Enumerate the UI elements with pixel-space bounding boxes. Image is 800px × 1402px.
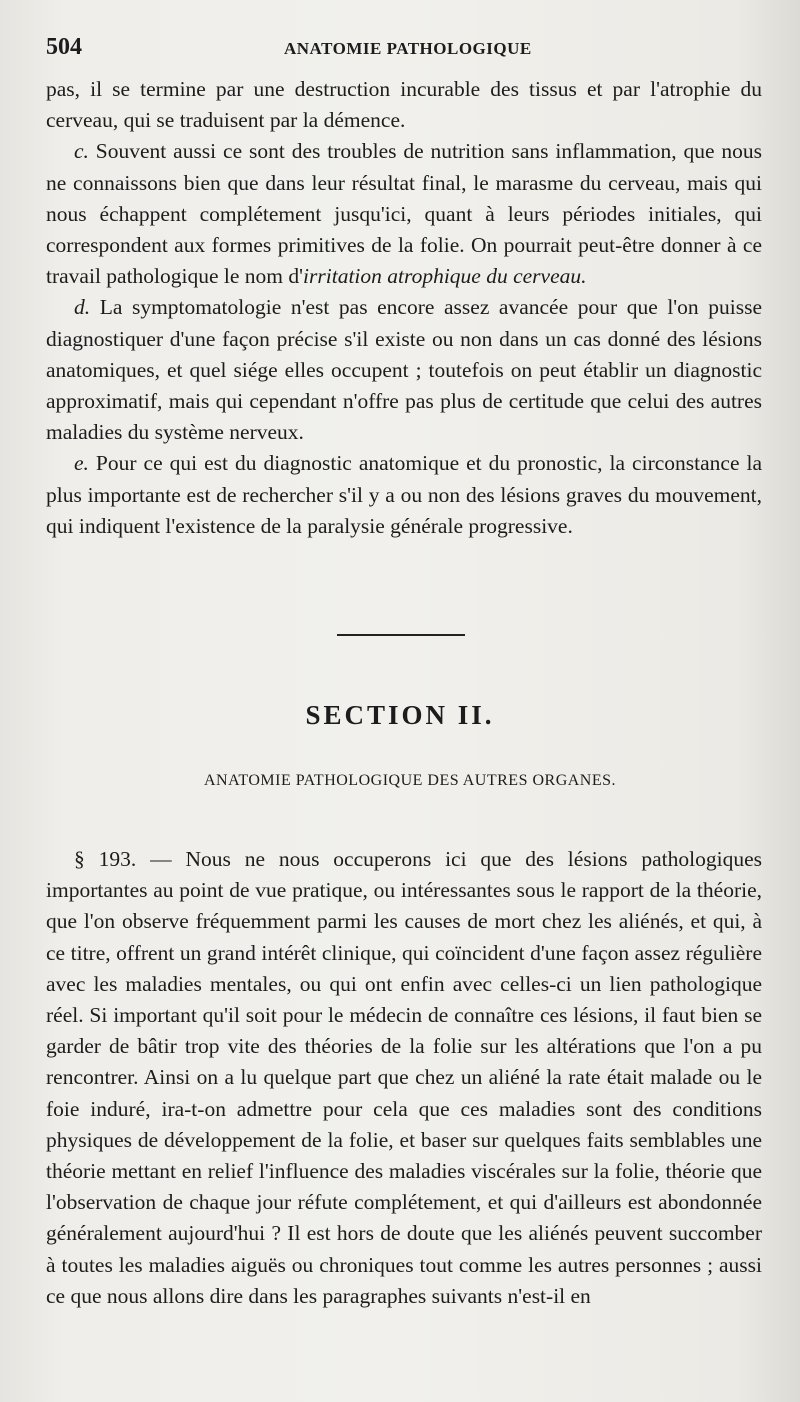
text-block-upper bbox=[46, 74, 762, 542]
continuation-text: pas, il se termine par une destruction incurable des tissus et par l'atrophie du cerveau, qui se traduisent par la démence. bbox=[46, 77, 762, 133]
section-subtitle: ANATOMIE PATHOLOGIQUE DES AUTRES ORGANES. bbox=[203, 772, 617, 789]
paragraph-number: § 193. bbox=[74, 847, 137, 871]
item-text: Souvent aussi ce sont des troubles de nutrition sans inflammation, que nous ne connaissons bien que dans leur résultat final, le marasme du cerveau, mais qui nous échappent complétement jusqu'ici, quant à leurs périodes initiales, qui correspondent aux formes primitives de la folie. On pourrait peut-être donner à ce travail pathologique le nom d' bbox=[46, 139, 762, 289]
item-letter: d. bbox=[74, 295, 91, 320]
item-italic-text: irritation atrophique du cerveau. bbox=[303, 264, 587, 289]
page-number: 504 bbox=[46, 34, 82, 60]
section-title: SECTION II. bbox=[305, 700, 495, 730]
continuation-paragraph bbox=[46, 74, 762, 136]
item-letter: e. bbox=[74, 451, 89, 476]
paragraph-text: — Nous ne nous occuperons ici que des lésions pathologiques importantes au point de vue pratique, ou intéressantes sous le rapport de la théorie, que l'on observe fréquemment parmi les causes de mort chez les aliénés, et qui, à ce titre, offrent un grand intérêt clinique, qui coïncident d'une façon assez régulière avec les maladies mentales, ou qui ont enfin avec celles-ci un lien pathologique réel. Si important qu'il soit pour le médecin de connaître ces lésions, il faut bien se garder de bâtir trop vite des théories de la folie sur les altérations que l'on a pu rencontrer. Ainsi on a lu quelque part que chez un aliéné la rate était malade ou le foie induré, ira-t-on admettre pour cela que ces maladies sont des conditions physiques de développement de la folie, et baser sur quelques faits semblables une théorie mettant en relief l'influence des maladies viscérales sur la folie, théorie que l'observation de chaque jour réfute complétement, et qui d'ailleurs est abondonnée généralement aujourd'hui ? Il est hors de doute que les aliénés peuvent succomber à toutes les maladies aiguës ou chroniques tout comme les autres personnes ; aussi ce que nous allons dire dans les paragraphes suivants n'est-il en bbox=[46, 847, 763, 1308]
list-item-c bbox=[46, 136, 762, 292]
running-head: ANATOMIE PATHOLOGIQUE bbox=[284, 39, 532, 58]
item-text: Pour ce qui est du diagnostic anatomique et du pronostic, la circonstance la plus importante est de rechercher s'il y a ou non des lésions graves du mouvement, qui indiquent l'existence de la paralysie générale progressive. bbox=[46, 451, 762, 538]
list-item-e bbox=[46, 448, 762, 542]
page-header bbox=[46, 34, 756, 64]
text-block-lower bbox=[46, 844, 762, 1312]
paragraph-193 bbox=[46, 844, 762, 1312]
item-letter: c. bbox=[74, 139, 89, 164]
section-divider bbox=[337, 634, 465, 636]
item-text: La symptomatologie n'est pas encore assez avancée pour que l'on puisse diagnostiquer d'une façon précise s'il existe ou non dans un cas donné des lésions anatomiques, et quel siége elles occupent ; toutefois on peut établir un diagnostic approximatif, mais qui cependant n'offre pas plus de certitude que celui des autres maladies du système nerveux. bbox=[46, 295, 762, 445]
list-item-d bbox=[46, 292, 762, 448]
